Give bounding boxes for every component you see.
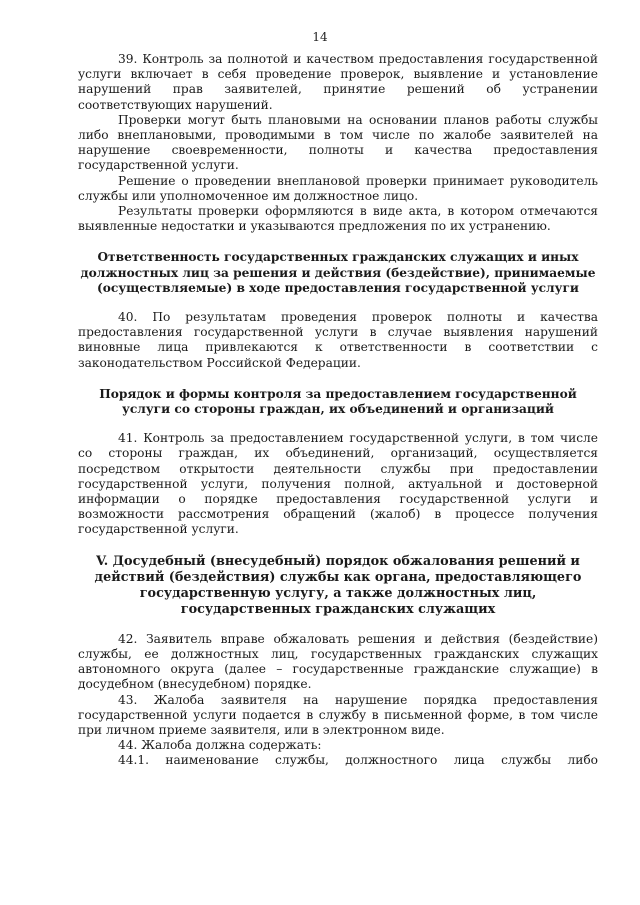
paragraph-43: 43. Жалоба заявителя на нарушение порядка предоставления государственной услуги подается в службу в письменной форме, в том числе при личном приеме заявителя, или в электронном виде. [78, 692, 598, 737]
paragraph-results: Результаты проверки оформляются в виде акта, в котором отмечаются выявленные недостатки и указываются предложения по их устранению. [78, 204, 598, 234]
paragraph-39: 39. Контроль за полнотой и качеством предоставления государственной услуги включает в себя проведение проверок, выявление и установление нарушений прав заявителей, принятие решений об устранении соответствующих нарушений. [78, 52, 598, 112]
heading-control: Порядок и формы контроля за предоставлением государственной услуги со стороны граждан, их объединений и организаций [99, 386, 577, 417]
paragraph-44-1: 44.1. наименование службы, должностного лица службы либо [118, 753, 598, 768]
paragraph-41: 41. Контроль за предоставлением государственной услуги, в том числе со стороны граждан, их объединений, организаций, осуществляется посредством открытости деятельности службы при предоставлении государственной услуги, получения полной, актуальной и достоверной информации о порядке предоставления государственной услуги и возможности рассмотрения обращений (жалоб) в процессе получения государственной услуги. [78, 431, 598, 537]
paragraph-40: 40. По результатам проведения проверок полноты и качества предоставления государственной услуги в случае выявления нарушений виновные лица привлекаются к ответственности в соответствии с законодательством Российской Федерации. [78, 310, 598, 370]
paragraph-inspections: Проверки могут быть плановыми на основании планов работы службы либо внеплановыми, проводимыми в том числе по жалобе заявителей на нарушение своевременности, полноты и качества предоставления государственной услуги. [78, 112, 598, 173]
paragraph-42: 42. Заявитель вправе обжаловать решения и действия (бездействие) службы, ее должностных лиц, государственных гражданских служащих автономного округа (далее – государственные гражданские служащие) в досудебном (внесудебном) порядке. [78, 631, 598, 692]
paragraph-unscheduled: Решение о проведении внеплановой проверки принимает руководитель службы или уполномоченное им должностное лицо. [78, 173, 598, 203]
heading-responsibility: Ответственность государственных гражданских служащих и иных должностных лиц за решения и действия (бездействие), принимаемые (осуществляемые) в ходе предоставления государственной услуги [80, 250, 596, 295]
page-number: 14 [312, 30, 328, 44]
page-content [78, 52, 598, 769]
heading-appeal: V. Досудебный (внесудебный) порядок обжалования решений и действий (бездействия) службы как органа, предоставляющего государственную услугу, а также должностных лиц, государственных гражданских служащих [94, 553, 582, 617]
paragraph-44: 44. Жалоба должна содержать: [118, 738, 322, 753]
